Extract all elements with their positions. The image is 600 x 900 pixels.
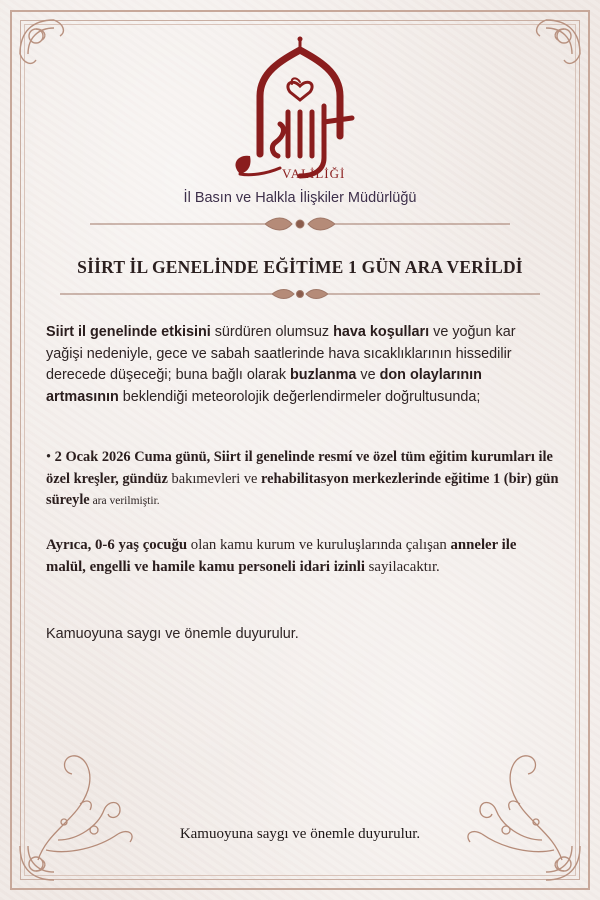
text: ve yoğun kar yağişi nedeniyle, gece ve sabah saatlerinde hava sıcaklıklarının hissedilir derecede düşeceği; buna bağlı olarak: [46, 324, 516, 383]
text: beklendiği meteorolojik değerlendirmeler doğrultusunda;: [118, 388, 481, 405]
text-bold: Siirt il genelinde etkisini: [46, 324, 211, 340]
department-subtitle: İl Basın ve Halkla İlişkiler Müdürlüğü: [183, 190, 417, 206]
text: ara verilmiştir.: [89, 495, 160, 507]
closing-paragraph: Kamuoyuna saygı ve önemle duyurulur.: [46, 626, 299, 642]
text: sayilacaktır.: [364, 559, 440, 575]
text-bold: anneler ile malül, engelli ve hamile kamu personeli idari izinli: [46, 537, 517, 575]
ornamental-divider: [0, 284, 600, 304]
text: ve: [356, 367, 380, 383]
text-bold: buzlanma: [290, 367, 357, 383]
text-bold: , Siirt il genelinde resmí ve özel tüm eğitim kurumları ile özel kreşler, gündüz: [46, 449, 553, 487]
siirt-valiligi-logo: [220, 36, 380, 186]
valiligi-label: VALİLİĞİ: [282, 166, 346, 181]
text: sürdüren olumsuz: [210, 324, 334, 340]
corner-ornament-icon: [506, 14, 586, 94]
ornamental-divider: [0, 214, 600, 234]
text-bold: Ayrıca, 0-6 yaş çocuğu: [46, 537, 188, 553]
text-bold: hava koşulları: [333, 324, 430, 340]
footer-text: Kamuoyuna saygı ve önemle duyurulur.: [179, 826, 421, 842]
announcement-paragraph: [46, 534, 556, 578]
page-title: SİİRT İL GENELİNDE EĞİTİME 1 GÜN ARA VERİLDİ: [77, 257, 523, 277]
text-bold: don olaylarının artmasının: [46, 367, 482, 405]
text: olan kamu kurum ve kuruluşlarında çalışan: [187, 537, 451, 553]
corner-ornament-icon: [14, 14, 94, 94]
bullet-marker: •: [46, 449, 52, 465]
text: bakımevleri ve: [167, 470, 262, 487]
floral-ornament-icon: [28, 730, 148, 870]
announcement-paragraph: [46, 322, 556, 408]
text-bold: rehabilitasyon merkezlerinde eğitime 1 (bir) gün süreyle: [46, 470, 559, 508]
text-bold: 2 Ocak 2026 Cuma günü: [54, 449, 207, 465]
floral-ornament-icon: [452, 730, 572, 870]
bullet-item: [46, 447, 570, 513]
